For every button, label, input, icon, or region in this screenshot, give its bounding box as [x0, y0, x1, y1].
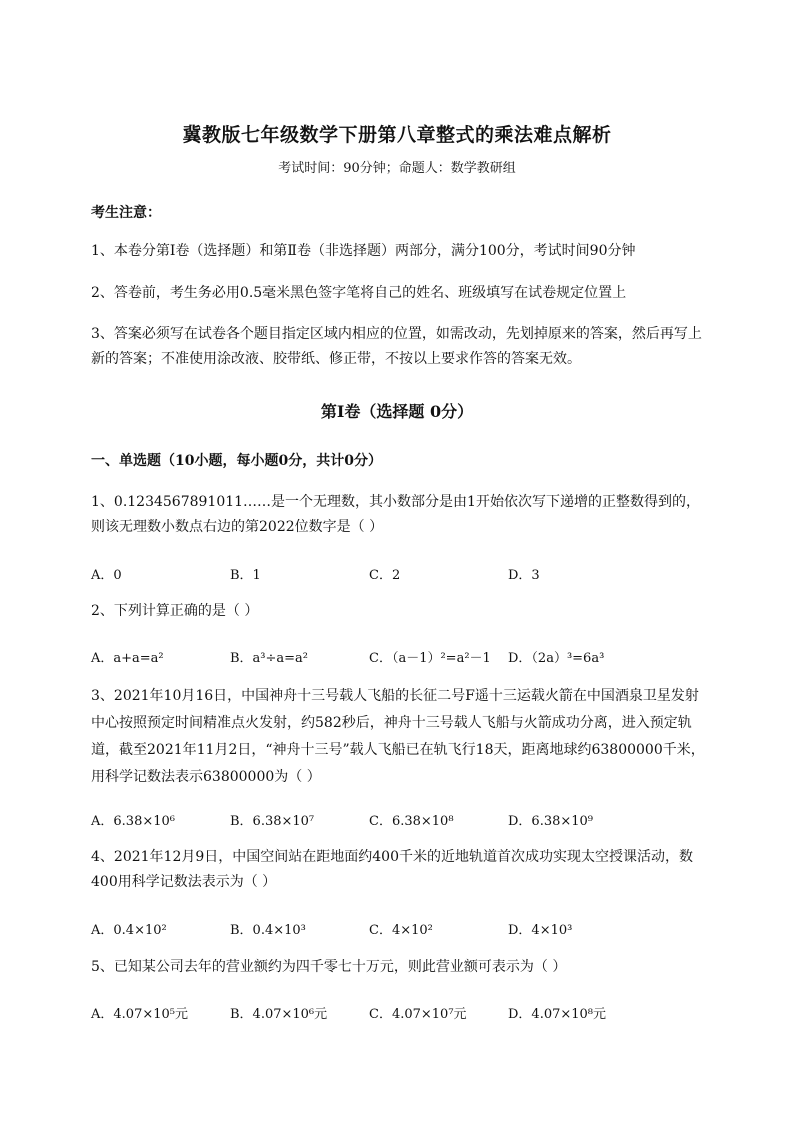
- question-2-option-d: D．（2a）³=6a³: [508, 651, 605, 666]
- page-title: 冀教版七年级数学下册第八章整式的乘法难点解析: [182, 124, 612, 146]
- notes-heading: 考生注意：: [91, 205, 161, 221]
- note-item-3: 3、答案必须写在试卷各个题目指定区域内相应的位置，如需改动，先划掉原来的答案，然后再写上新的答案；不准使用涂改液、胶带纸、修正带，不按以上要求作答的答案无效。: [91, 326, 702, 367]
- note-item-2: 2、答卷前，考生务必用0.5毫米黑色签字笔将自己的姓名、班级填写在试卷规定位置上: [91, 285, 627, 301]
- question-3-option-a: A．6.38×10⁶: [91, 814, 175, 829]
- question-4-stem: 4、2021年12月9日，中国空间站在距地面约400千米的近地轨道首次成功实现太空授课活动，数400用科学记数法表示为（ ）: [91, 849, 693, 890]
- question-5-option-b: B．4.07×10⁶元: [230, 1007, 328, 1022]
- question-3-option-b: B．6.38×10⁷: [230, 814, 315, 829]
- question-2-stem: 2、下列计算正确的是（ ）: [91, 603, 259, 619]
- question-1-option-d: D．3: [508, 568, 540, 583]
- question-4-option-c: C．4×10²: [369, 923, 433, 938]
- section-title: 第I卷（选择题 0分）: [320, 402, 474, 421]
- part-title: 一、单选题（10小题，每小题0分，共计0分）: [91, 453, 382, 469]
- question-5-option-d: D．4.07×10⁸元: [508, 1007, 607, 1022]
- question-5-option-c: C．4.07×10⁷元: [369, 1007, 467, 1022]
- question-5-option-a: A．4.07×10⁵元: [91, 1007, 188, 1022]
- question-3-option-d: D．6.38×10⁹: [508, 814, 594, 829]
- question-5-stem: 5、已知某公司去年的营业额约为四千零七十万元，则此营业额可表示为（ ）: [91, 959, 567, 975]
- question-2-option-a: A．a+a=a²: [91, 651, 164, 666]
- question-4-option-a: A．0.4×10²: [91, 923, 167, 938]
- question-3-stem: 3、2021年10月16日，中国神舟十三号载人飞船的长征二号F遥十三运载火箭在中国酒泉卫星发射中心按照预定时间精准点火发射，约582秒后，神舟十三号载人飞船与火箭成功分离，进入预定轨道，截至2021年11月2日，“神舟十三号”载人飞船已在轨飞行18天，距离地球约63800000千米，用科学记数法表示63800000为（ ）: [91, 688, 705, 785]
- question-1-option-c: C．2: [369, 568, 401, 583]
- question-1-option-b: B．1: [230, 568, 261, 583]
- question-2-option-b: B．a³÷a=a²: [230, 651, 309, 666]
- note-item-1: 1、本卷分第I卷（选择题）和第Ⅱ卷（非选择题）两部分，满分100分，考试时间90分钟: [91, 243, 636, 259]
- question-2-option-c: C．（a－1）²=a²－1: [369, 651, 491, 666]
- question-4-option-b: B．0.4×10³: [230, 923, 306, 938]
- question-1-option-a: A．0: [91, 568, 122, 583]
- question-3-option-c: C．6.38×10⁸: [369, 814, 454, 829]
- question-4-option-d: D．4×10³: [508, 923, 573, 938]
- exam-info: 考试时间：90分钟；命题人：数学教研组: [278, 161, 516, 176]
- question-1-stem: 1、0.1234567891011……是一个无理数，其小数部分是由1开始依次写下递增的正整数得到的，则该无理数小数点右边的第2022位数字是（ ）: [91, 494, 700, 535]
